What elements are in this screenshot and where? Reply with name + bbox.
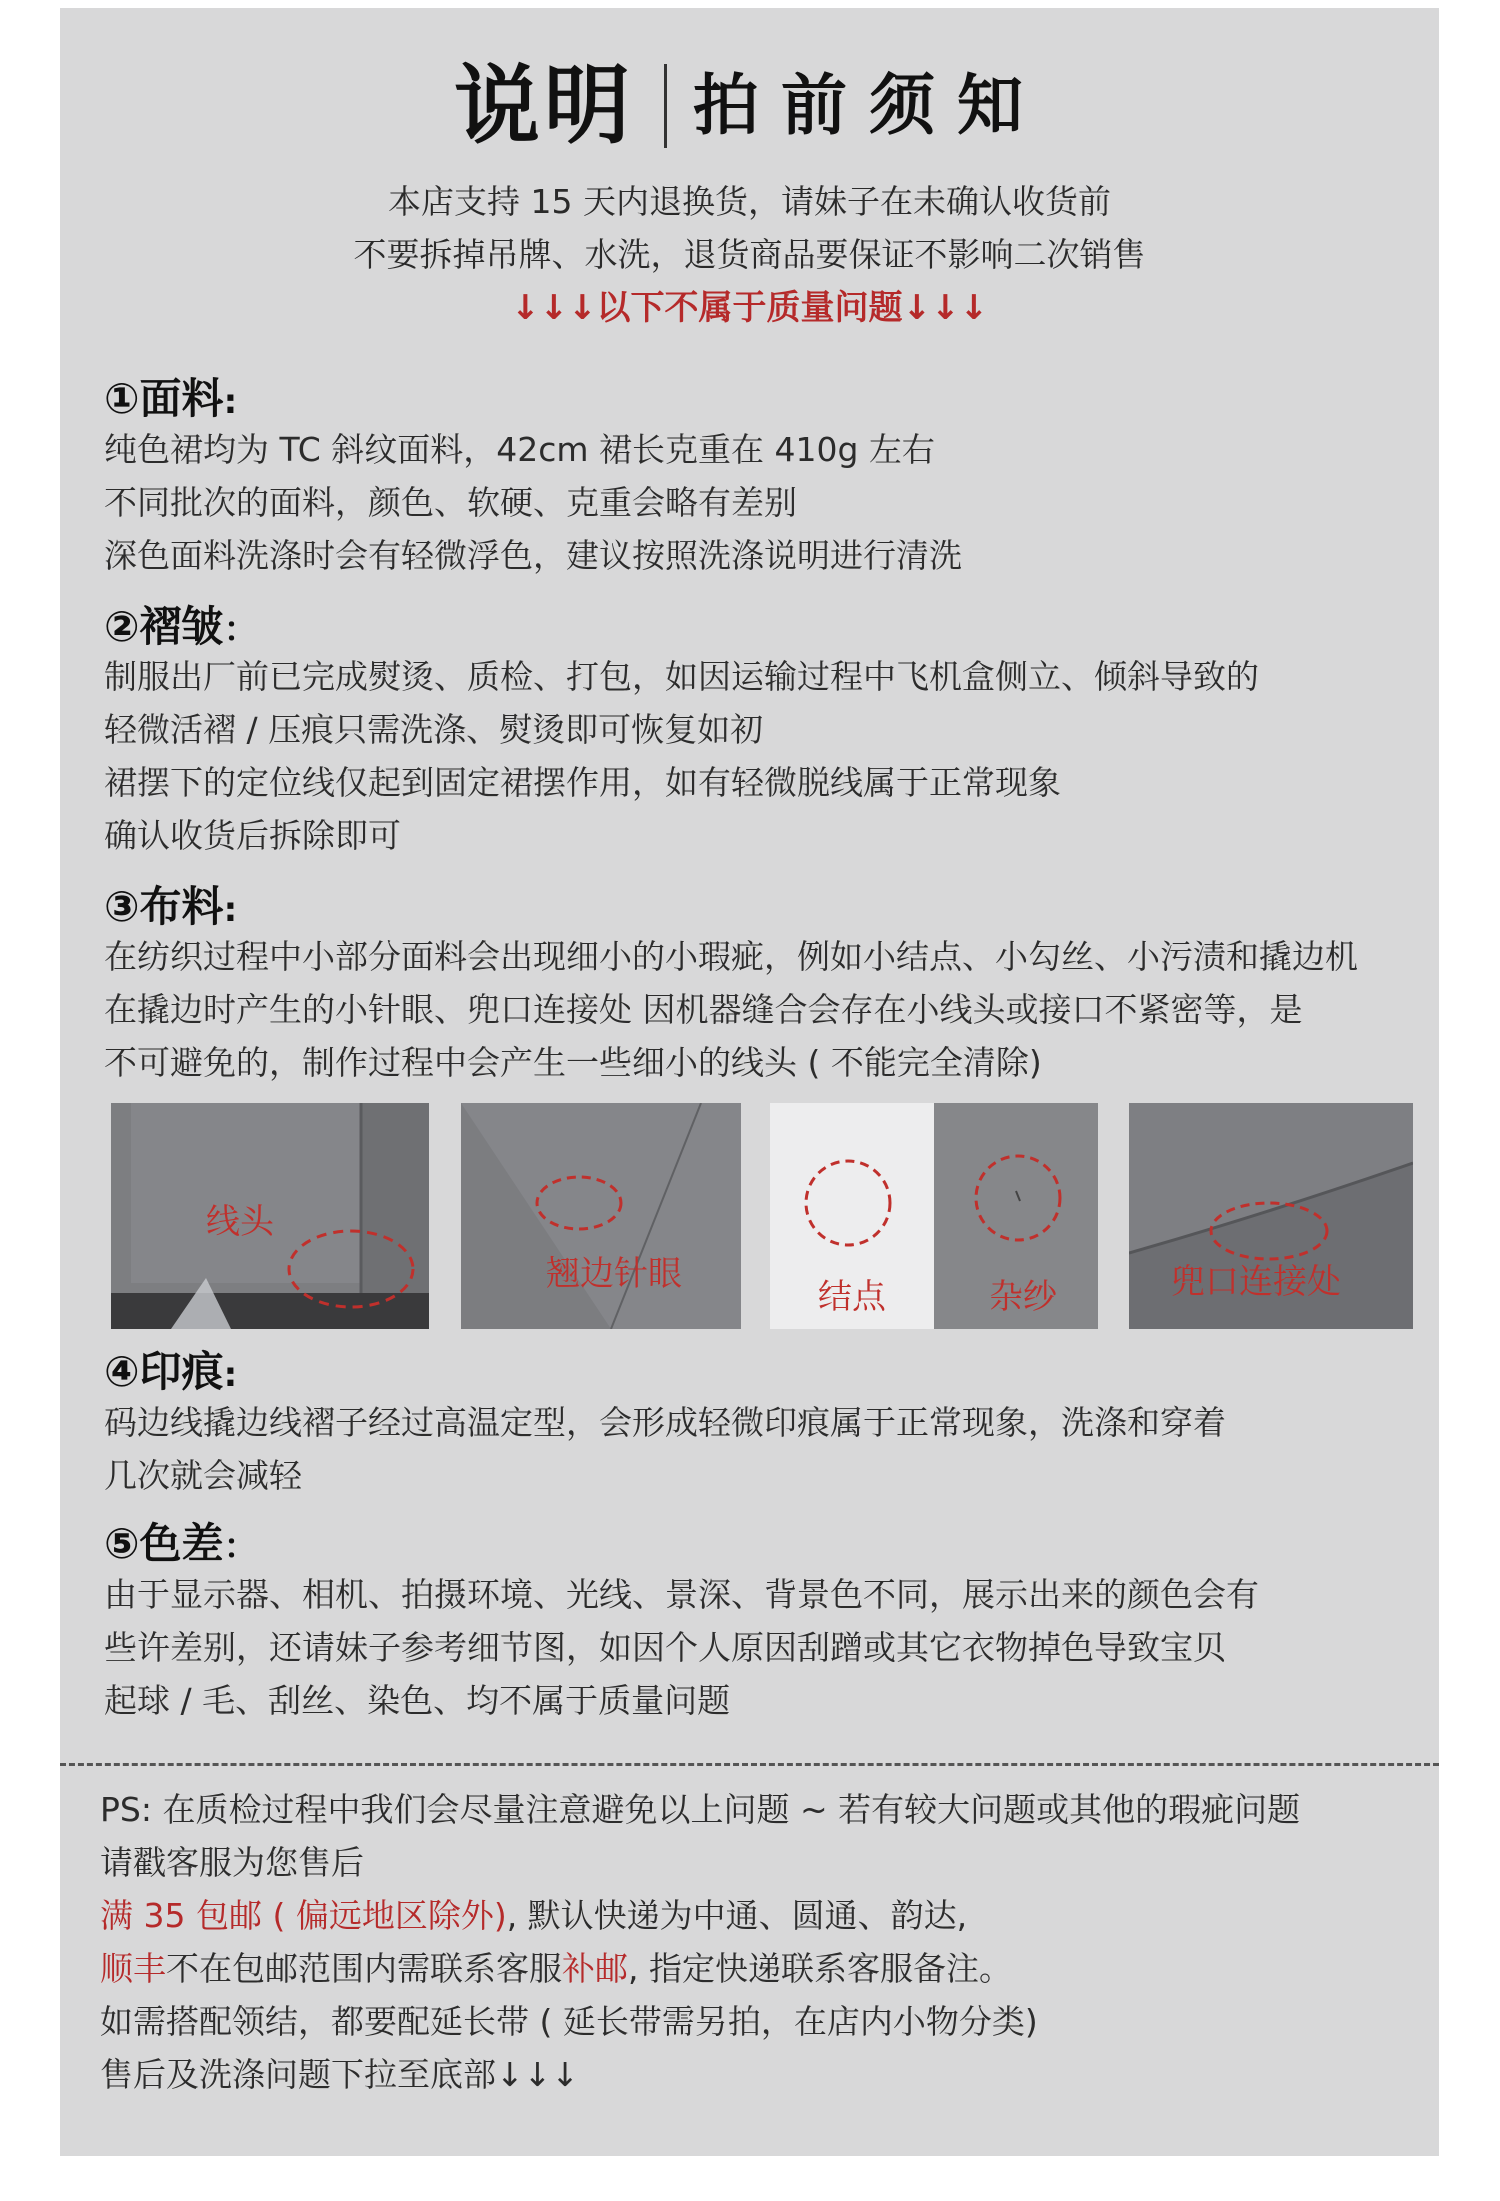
title-main: 说明: [454, 56, 634, 156]
section-line: 在纺织过程中小部分面料会出现细小的小瑕疵，例如小结点、小勾丝、小污渍和撬边机: [104, 937, 1358, 976]
section-line: 深色面料洗涤时会有轻微浮色，建议按照洗涤说明进行清洗: [104, 536, 962, 575]
photo-label-knot: 结点: [818, 1277, 886, 1317]
section-heading-color: ⑤色差：: [104, 1519, 258, 1568]
section-line: 纯色裙均为 TC 斜纹面料，42cm 裙长克重在 410g 左右: [104, 430, 935, 469]
section-heading-fabric: ①面料:: [104, 374, 238, 423]
bow-tie-line: 如需搭配领结，都要配延长带 ( 延长带需另拍，在店内小物分类): [100, 2002, 1038, 2041]
section-heading-marks: ④印痕:: [104, 1347, 238, 1396]
section-heading-cloth: ③布料:: [104, 882, 238, 931]
free-shipping-text: 满 35 包邮 ( 偏远地区除外): [100, 1896, 507, 1935]
photo-label-pocket-seam: 兜口连接处: [1171, 1262, 1341, 1302]
shipping-line: 满 35 包邮 ( 偏远地区除外), 默认快递为中通、圆通、韵达,: [100, 1896, 968, 1935]
section-line: 不同批次的面料，颜色、软硬、克重会略有差别: [104, 483, 797, 522]
intro-line-2: 不要拆掉吊牌、水洗，退货商品要保证不影响二次销售: [353, 235, 1146, 274]
section-line: 裙摆下的定位线仅起到固定裙摆作用，如有轻微脱线属于正常现象: [104, 763, 1061, 802]
section-line: 确认收货后拆除即可: [104, 816, 401, 855]
ps-line-1: PS: 在质检过程中我们会尽量注意避免以上问题 ~ 若有较大问题或其他的瑕疵问题: [100, 1790, 1301, 1829]
quality-notice: ↓↓↓以下不属于质量问题↓↓↓: [511, 288, 988, 328]
intro-line-1: 本店支持 15 天内退换货，请妹子在未确认收货前: [388, 182, 1111, 221]
info-card: [60, 8, 1439, 2156]
title-divider: [664, 64, 667, 148]
section-line: 起球 / 毛、刮丝、染色、均不属于质量问题: [104, 1681, 731, 1720]
photo-knot: [770, 1103, 934, 1329]
photo-pocket-seam: [1129, 1103, 1413, 1329]
section-heading-wrinkles: ②褶皱：: [104, 602, 258, 651]
section-line: 些许差别，还请妹子参考细节图，如因个人原因刮蹭或其它衣物掉色导致宝贝: [104, 1628, 1226, 1667]
ps-line-2: 请戳客服为您售后: [100, 1843, 364, 1882]
dashed-divider: [60, 1763, 1439, 1766]
photo-label-hem-pinhole: 翘边针眼: [546, 1254, 682, 1294]
section-line: 几次就会减轻: [104, 1456, 302, 1495]
after-sale-hint: 售后及洗涤问题下拉至底部↓↓↓: [100, 2055, 579, 2094]
photo-label-thread-end: 线头: [206, 1202, 274, 1242]
section-line: 在撬边时产生的小针眼、兜口连接处 因机器缝合会存在小线头或接口不紧密等，是: [104, 990, 1303, 1029]
photo-hem-pinhole: [461, 1103, 741, 1329]
photo-stray-yarn: [934, 1103, 1098, 1329]
section-line: 不可避免的，制作过程中会产生一些细小的线头 ( 不能完全清除): [104, 1043, 1042, 1082]
section-line: 由于显示器、相机、拍摄环境、光线、景深、背景色不同，展示出来的颜色会有: [104, 1575, 1259, 1614]
sf-express-text: 顺丰: [100, 1949, 166, 1988]
section-line: 码边线撬边线褶子经过高温定型，会形成轻微印痕属于正常现象，洗涤和穿着: [104, 1403, 1226, 1442]
sf-line: 顺丰不在包邮范围内需联系客服补邮, 指定快递联系客服备注。: [100, 1949, 1012, 1988]
photo-thread-end: [111, 1103, 429, 1329]
section-line: 轻微活褶 / 压痕只需洗涤、熨烫即可恢复如初: [104, 710, 764, 749]
section-line: 制服出厂前已完成熨烫、质检、打包，如因运输过程中飞机盒侧立、倾斜导致的: [104, 657, 1259, 696]
photo-label-stray-yarn: 杂纱: [989, 1277, 1057, 1317]
extra-postage-text: 补邮: [562, 1949, 628, 1988]
page-title: [60, 56, 1439, 156]
title-sub: 拍前须知: [693, 67, 1045, 144]
